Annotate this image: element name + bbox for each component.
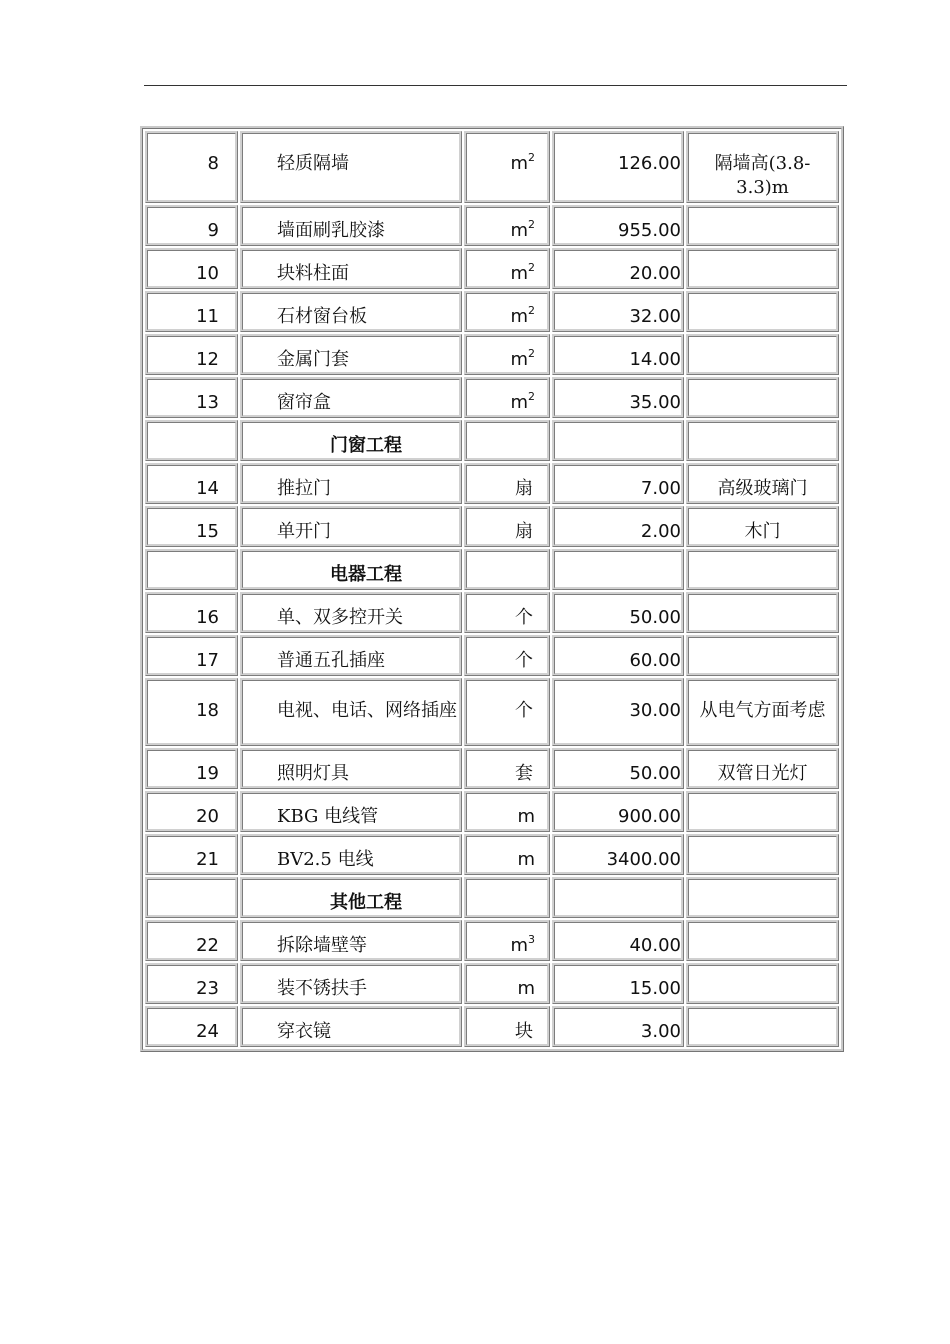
cell-unit xyxy=(464,678,550,746)
section-title: 其他工程 xyxy=(240,877,462,918)
cell-qty: 60.00 xyxy=(552,635,684,676)
table-row xyxy=(145,963,839,1004)
unit-text: 个 xyxy=(515,607,533,628)
cell-unit xyxy=(464,205,550,246)
cell-note: 隔墙高(3.8-3.3)m xyxy=(686,131,839,203)
cell-note xyxy=(686,635,839,676)
cell-unit xyxy=(464,506,550,547)
table-row xyxy=(145,748,839,789)
unit-exponent: 2 xyxy=(528,218,535,231)
unit-text: m xyxy=(510,306,528,327)
unit-text: m xyxy=(517,978,535,999)
cell-name: 装不锈扶手 xyxy=(240,963,462,1004)
cell-note xyxy=(686,549,839,590)
section-title: 门窗工程 xyxy=(240,420,462,461)
cell-name: 单开门 xyxy=(240,506,462,547)
cell-note xyxy=(686,920,839,961)
cell-note xyxy=(686,205,839,246)
table-row xyxy=(145,920,839,961)
cell-unit xyxy=(464,920,550,961)
cell-num: 23 xyxy=(145,963,238,1004)
cell-unit xyxy=(464,635,550,676)
section-title: 电器工程 xyxy=(240,549,462,590)
cell-unit xyxy=(464,291,550,332)
table-row xyxy=(145,791,839,832)
cell-num xyxy=(145,549,238,590)
cell-unit xyxy=(464,1006,550,1047)
cell-unit xyxy=(464,463,550,504)
unit-exponent: 3 xyxy=(528,933,535,946)
cell-num xyxy=(145,420,238,461)
cell-note: 木门 xyxy=(686,506,839,547)
unit-text: m xyxy=(510,935,528,956)
cell-unit xyxy=(464,549,550,590)
cell-num: 14 xyxy=(145,463,238,504)
cell-unit xyxy=(464,791,550,832)
cell-unit xyxy=(464,131,550,203)
cell-num: 20 xyxy=(145,791,238,832)
table-row xyxy=(145,377,839,418)
cell-note xyxy=(686,791,839,832)
cell-note xyxy=(686,1006,839,1047)
cell-name: 金属门套 xyxy=(240,334,462,375)
cell-qty: 35.00 xyxy=(552,377,684,418)
cell-unit xyxy=(464,377,550,418)
cell-num: 21 xyxy=(145,834,238,875)
cell-note xyxy=(686,963,839,1004)
cell-name: 穿衣镜 xyxy=(240,1006,462,1047)
cell-qty: 32.00 xyxy=(552,291,684,332)
cell-note xyxy=(686,291,839,332)
cell-qty: 955.00 xyxy=(552,205,684,246)
unit-exponent: 2 xyxy=(528,304,535,317)
cell-num: 22 xyxy=(145,920,238,961)
cell-name: 窗帘盒 xyxy=(240,377,462,418)
cell-name: 照明灯具 xyxy=(240,748,462,789)
cell-note xyxy=(686,592,839,633)
unit-exponent: 2 xyxy=(528,261,535,274)
cell-qty: 15.00 xyxy=(552,963,684,1004)
cell-note xyxy=(686,334,839,375)
section-row xyxy=(145,549,839,590)
cell-num: 10 xyxy=(145,248,238,289)
cell-qty: 14.00 xyxy=(552,334,684,375)
cell-num: 24 xyxy=(145,1006,238,1047)
table-row xyxy=(145,635,839,676)
cell-name: 单、双多控开关 xyxy=(240,592,462,633)
cell-note: 双管日光灯 xyxy=(686,748,839,789)
cell-qty: 3400.00 xyxy=(552,834,684,875)
cell-num: 9 xyxy=(145,205,238,246)
cell-name: 墙面刷乳胶漆 xyxy=(240,205,462,246)
table-row xyxy=(145,291,839,332)
cell-qty: 126.00 xyxy=(552,131,684,203)
unit-exponent: 2 xyxy=(528,390,535,403)
cell-name: 石材窗台板 xyxy=(240,291,462,332)
table-row xyxy=(145,678,839,746)
cell-note xyxy=(686,834,839,875)
table-body xyxy=(145,131,839,1047)
cell-name: 电视、电话、网络插座 xyxy=(240,678,462,746)
cell-note: 从电气方面考虑 xyxy=(686,678,839,746)
quantity-table xyxy=(140,126,844,1052)
cell-num: 11 xyxy=(145,291,238,332)
unit-text: 扇 xyxy=(515,521,533,542)
table-row xyxy=(145,463,839,504)
cell-num: 16 xyxy=(145,592,238,633)
cell-qty xyxy=(552,420,684,461)
unit-text: 个 xyxy=(515,650,533,671)
cell-num: 12 xyxy=(145,334,238,375)
table-row xyxy=(145,205,839,246)
unit-text: m xyxy=(517,806,535,827)
cell-note xyxy=(686,420,839,461)
cell-num: 18 xyxy=(145,678,238,746)
unit-text: m xyxy=(510,263,528,284)
table-row xyxy=(145,248,839,289)
cell-unit xyxy=(464,963,550,1004)
cell-note xyxy=(686,377,839,418)
cell-name: 拆除墙壁等 xyxy=(240,920,462,961)
cell-note xyxy=(686,877,839,918)
cell-unit xyxy=(464,834,550,875)
cell-qty xyxy=(552,877,684,918)
cell-unit xyxy=(464,877,550,918)
cell-qty: 2.00 xyxy=(552,506,684,547)
cell-qty: 20.00 xyxy=(552,248,684,289)
cell-qty: 30.00 xyxy=(552,678,684,746)
unit-text: 套 xyxy=(515,763,533,784)
cell-qty: 50.00 xyxy=(552,592,684,633)
unit-text: 个 xyxy=(515,700,533,721)
table-row xyxy=(145,1006,839,1047)
cell-unit xyxy=(464,420,550,461)
table-row xyxy=(145,506,839,547)
cell-num: 15 xyxy=(145,506,238,547)
table-row xyxy=(145,834,839,875)
cell-qty xyxy=(552,549,684,590)
cell-unit xyxy=(464,334,550,375)
cell-unit xyxy=(464,248,550,289)
unit-text: m xyxy=(510,392,528,413)
unit-text: 块 xyxy=(515,1021,533,1042)
cell-name: BV2.5 电线 xyxy=(240,834,462,875)
cell-num: 8 xyxy=(145,131,238,203)
section-row xyxy=(145,420,839,461)
cell-name: 轻质隔墙 xyxy=(240,131,462,203)
cell-qty: 50.00 xyxy=(552,748,684,789)
unit-exponent: 2 xyxy=(528,151,535,164)
unit-text: m xyxy=(510,153,528,174)
unit-text: m xyxy=(517,849,535,870)
cell-num xyxy=(145,877,238,918)
cell-num: 13 xyxy=(145,377,238,418)
cell-note: 高级玻璃门 xyxy=(686,463,839,504)
table-row xyxy=(145,592,839,633)
cell-unit xyxy=(464,592,550,633)
section-row xyxy=(145,877,839,918)
cell-name: 普通五孔插座 xyxy=(240,635,462,676)
unit-exponent: 2 xyxy=(528,347,535,360)
cell-qty: 7.00 xyxy=(552,463,684,504)
header-rule xyxy=(144,85,847,86)
cell-num: 19 xyxy=(145,748,238,789)
table-row xyxy=(145,131,839,203)
cell-name: 推拉门 xyxy=(240,463,462,504)
cell-qty: 3.00 xyxy=(552,1006,684,1047)
cell-num: 17 xyxy=(145,635,238,676)
cell-unit xyxy=(464,748,550,789)
cell-qty: 900.00 xyxy=(552,791,684,832)
cell-qty: 40.00 xyxy=(552,920,684,961)
unit-text: m xyxy=(510,349,528,370)
unit-text: 扇 xyxy=(515,478,533,499)
cell-name: KBG 电线管 xyxy=(240,791,462,832)
cell-note xyxy=(686,248,839,289)
table-row xyxy=(145,334,839,375)
cell-name: 块料柱面 xyxy=(240,248,462,289)
unit-text: m xyxy=(510,220,528,241)
